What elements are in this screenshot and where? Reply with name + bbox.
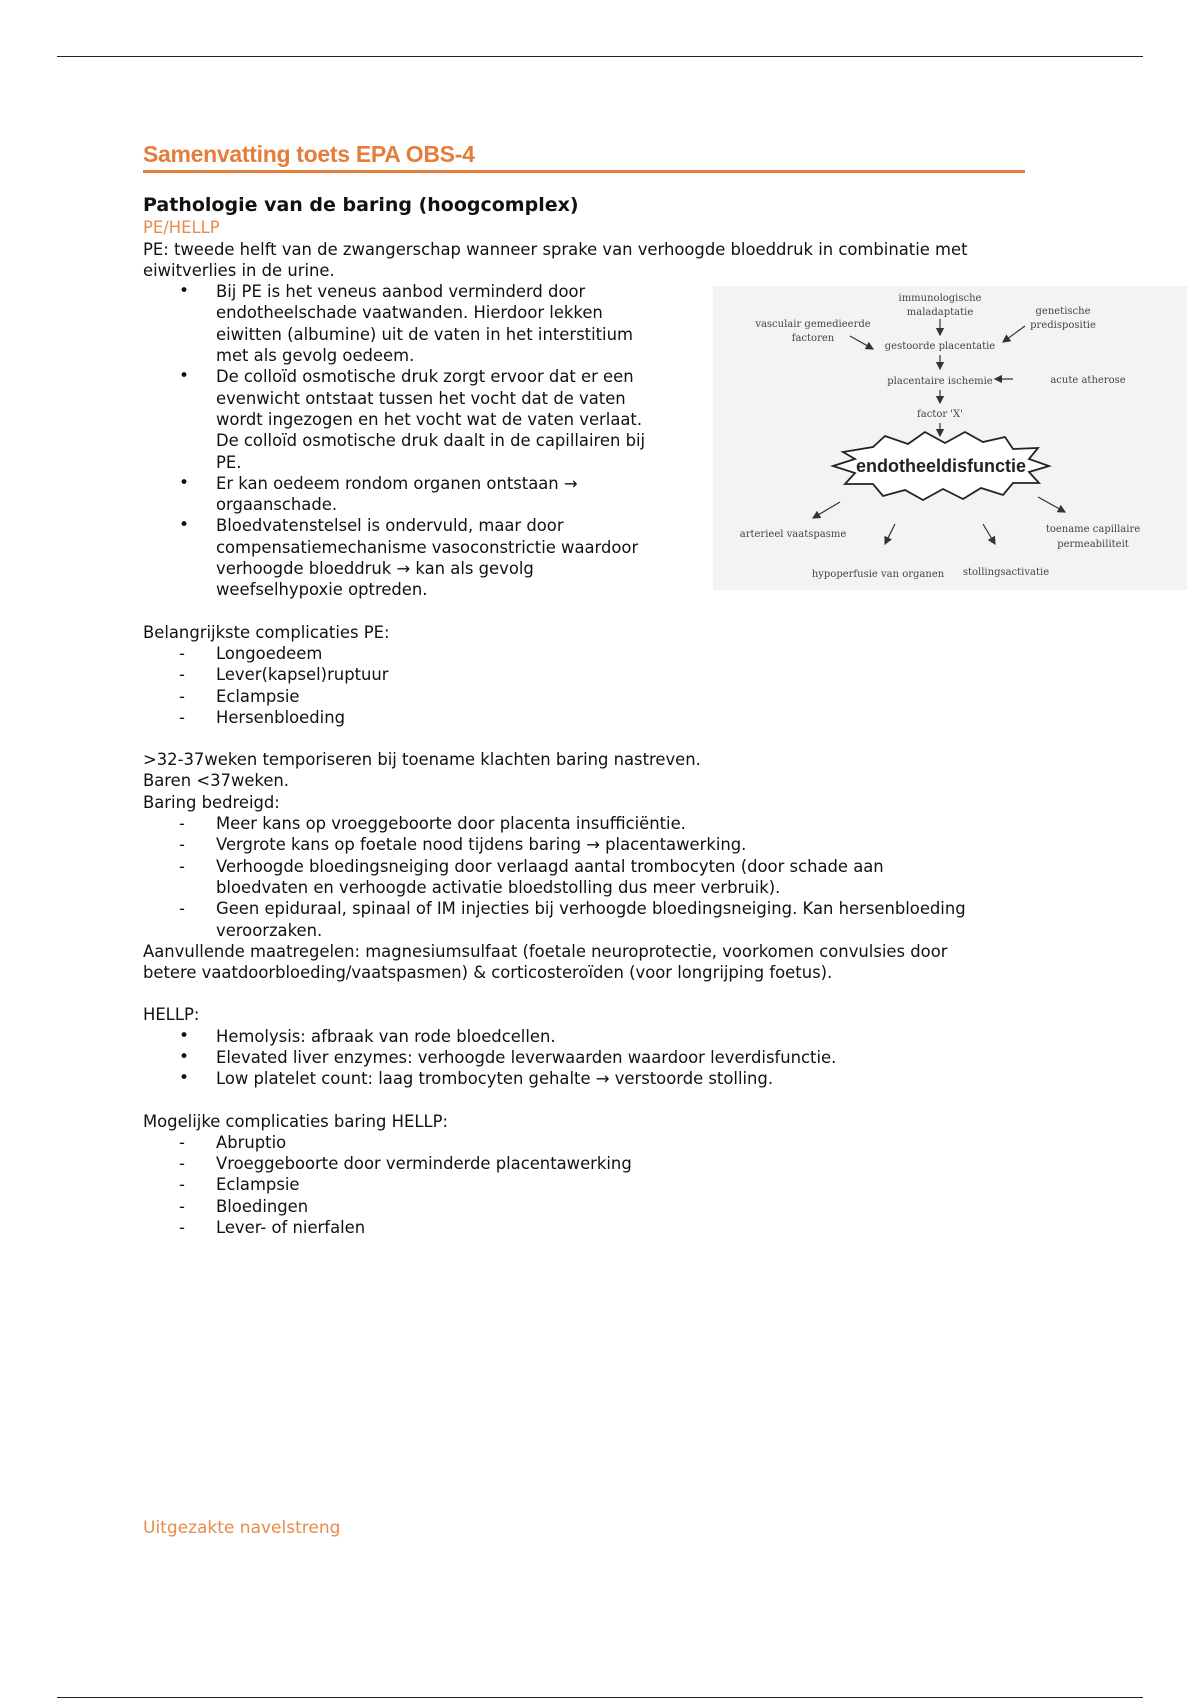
diagram-atherose-label: acute atherose — [1050, 375, 1126, 386]
diagram-maladaptatie-label: maladaptatie — [906, 307, 974, 318]
pe-intro-line-2: eiwitverlies in de urine. — [143, 260, 335, 280]
baring-bedreigd-list — [143, 813, 1063, 941]
arrow-genetische — [1003, 326, 1025, 342]
page-bottom-rule — [57, 1697, 1143, 1698]
diagram-center-label: endotheeldisfunctie — [855, 456, 1027, 476]
complications-pe-heading: Belangrijkste complicaties PE: — [143, 622, 390, 642]
diagram-genetische-label: genetische — [1035, 306, 1091, 317]
list-item: - Hersenbloeding — [179, 707, 345, 727]
list-item: - Lever- of nierfalen — [179, 1218, 366, 1238]
aanvullend-line-1: Aanvullende maatregelen: magnesiumsulfaat (foetale neuroprotectie, voorkomen convulsies door — [143, 941, 948, 961]
list-item: - Vroeggeboorte door verminderde placentawerking — [179, 1154, 632, 1174]
list-item: - Geen epiduraal, spinaal of IM injecties bij verhoogde bloedingsneiging. Kan hersenbloeding veroorzaken. — [179, 899, 966, 940]
temporize-line: >32-37weken temporiseren bij toename klachten baring nastreven. — [143, 750, 701, 770]
subsection-pe-hellp: PE/HELLP — [143, 218, 220, 238]
pe-bullet-list — [143, 281, 696, 600]
page-top-rule — [57, 56, 1143, 57]
hellp-complications-list — [143, 1132, 1063, 1238]
list-item: • Elevated liver enzymes: verhoogde leverwaarden waardoor leverdisfunctie. — [179, 1046, 837, 1067]
diagram-immunologische-label: immunologische — [898, 293, 982, 304]
bullet-marker: • — [179, 515, 190, 536]
list-item: - Longoedeem — [179, 643, 323, 663]
list-item: - Meer kans op vroeggeboorte door placenta insufficiëntie. — [179, 814, 686, 834]
list-item: - Eclampsie — [179, 686, 300, 706]
arrow-vasculair — [850, 336, 873, 349]
list-item: • Bloedvatenstelsel is ondervuld, maar door compensatiemechanisme vasoconstrictie waardoor verhoogde bloeddruk → kan als gevolg weefselhypoxie optreden. — [179, 515, 639, 600]
complications-pe-list — [143, 643, 1063, 728]
diagram-toename-label: toename capillaire — [1045, 524, 1141, 535]
arrow-stolling — [983, 524, 995, 544]
list-item: • Low platelet count: laag trombocyten gehalte → verstoorde stolling. — [179, 1068, 774, 1089]
baring-bedreigd-heading: Baring bedreigd: — [143, 792, 280, 812]
arrow-hypoperfusie — [885, 524, 895, 544]
pe-intro-line-1: PE: tweede helft van de zwangerschap wanneer sprake van verhoogde bloeddruk in combinatie met — [143, 239, 968, 259]
section-title: Pathologie van de baring (hoogcomplex) — [143, 194, 579, 217]
bullet-marker: • — [179, 281, 190, 302]
diagram-factor-label: factor 'X' — [917, 409, 963, 420]
list-item: - Bloedingen — [179, 1196, 309, 1216]
diagram-permeabiliteit-label: permeabiliteit — [1057, 539, 1129, 550]
baren-line: Baren <37weken. — [143, 771, 290, 791]
list-item: • De colloïd osmotische druk zorgt ervoor dat er een evenwicht ontstaat tussen het vocht dat de vaten wordt ingezogen en het vocht wat de vaten verlaat. De colloïd osmotische druk daalt in de capillairen bij PE. — [179, 366, 646, 472]
arrow-arterieel — [813, 502, 840, 518]
footer-section-heading: Uitgezakte navelstreng — [143, 1518, 341, 1538]
hellp-bullet-list — [143, 1026, 1063, 1090]
hellp-complications-heading: Mogelijke complicaties baring HELLP: — [143, 1111, 449, 1131]
diagram-factoren-label: factoren — [791, 333, 835, 344]
endothelial-dysfunction-diagram — [713, 286, 1187, 590]
arrow-toename — [1038, 497, 1065, 512]
list-item: - Abruptio — [179, 1132, 287, 1152]
list-item: • Bij PE is het veneus aanbod verminderd door endotheelschade vaatwanden. Hierdoor lekken eiwitten (albumine) uit de vaten in het interstitium met als gevolg oedeem. — [179, 281, 633, 366]
diagram-predispositie-label: predispositie — [1030, 320, 1096, 331]
list-item: - Verhoogde bloedingsneiging door verlaagd aantal trombocyten (door schade aan bloedvaten en verhoogde activatie bloedstolling dus meer verbruik). — [179, 856, 884, 897]
list-item: - Eclampsie — [179, 1175, 300, 1195]
list-item: - Lever(kapsel)ruptuur — [179, 665, 389, 685]
aanvullend-line-2: betere vaatdoorbloeding/vaatspasmen) & corticosteroïden (voor longrijping foetus). — [143, 963, 833, 983]
hellp-heading: HELLP: — [143, 1005, 200, 1025]
list-item: - Vergrote kans op foetale nood tijdens baring → placentawerking. — [179, 835, 747, 855]
bullet-marker: • — [179, 366, 190, 387]
list-item: • Er kan oedeem rondom organen ontstaan → orgaanschade. — [179, 472, 578, 515]
diagram-ischemie-label: placentaire ischemie — [887, 376, 993, 387]
diagram-vasculair-label: vasculair gemedieerde — [755, 319, 871, 330]
list-item: • Hemolysis: afbraak van rode bloedcellen. — [179, 1025, 556, 1046]
diagram-stolling-label: stollingsactivatie — [962, 567, 1050, 578]
diagram-gestoorde-label: gestoorde placentatie — [884, 341, 996, 352]
document-title: Samenvatting toets EPA OBS-4 — [143, 144, 1025, 173]
diagram-hypoperfusie-label: hypoperfusie van organen — [811, 569, 945, 580]
diagram-arterieel-label: arterieel vaatspasme — [739, 529, 847, 540]
bullet-marker: • — [179, 472, 190, 493]
